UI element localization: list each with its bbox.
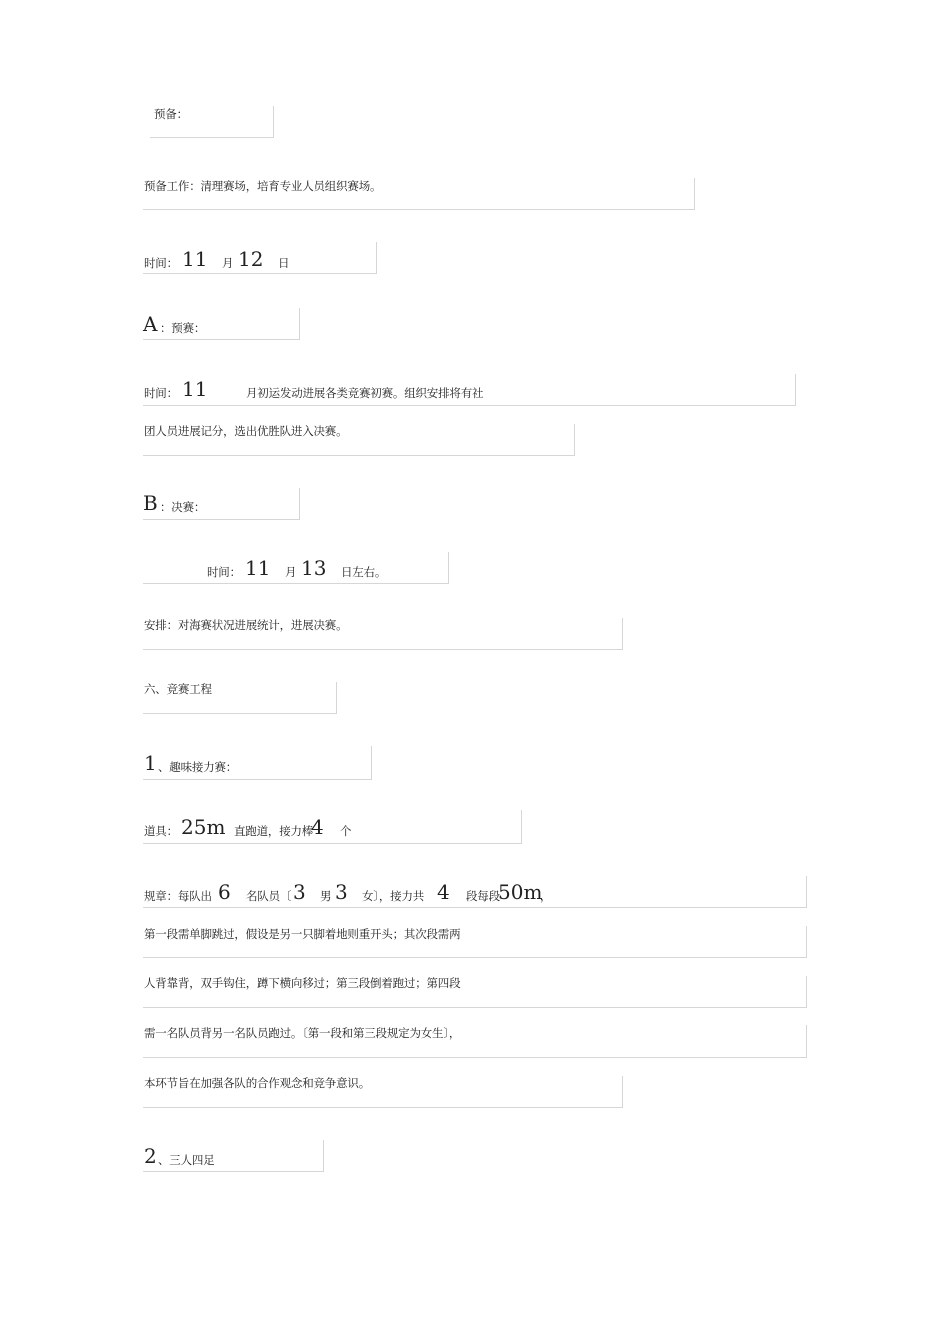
item1-rule-dist: 50m — [498, 880, 543, 904]
section6-heading: 六、竞赛工程 — [144, 682, 212, 696]
item1-equip-count: 4 — [311, 815, 324, 839]
item1-equip-mid: 直跑道，接力棒 — [234, 824, 314, 838]
item1-number: 1 — [144, 751, 157, 775]
item1-rule-line3: 人背靠背，双手钩住，蹲下横向移过；第三段倒着跑过；第四段 — [144, 976, 461, 990]
item1-rule-male: 3 — [293, 880, 306, 904]
final-arrangement: 安排：对海赛状况进展统计，进展决赛。 — [144, 618, 348, 632]
final-time-month-unit: 月 — [285, 565, 297, 579]
item1-title: 、趣味接力赛： — [158, 760, 238, 774]
final-time-month: 11 — [245, 556, 271, 580]
final-letter: B — [143, 491, 158, 515]
prep-heading: 预备： — [154, 107, 188, 121]
item1-rule-line4: 需一名队员背另一名队员跑过。〔第一段和第三段规定为女生〕， — [144, 1026, 461, 1040]
item1-rule-t5: ， — [540, 889, 552, 903]
item2-number: 2 — [144, 1144, 157, 1168]
item2-title: 、三人四足 — [158, 1153, 215, 1167]
prelim-time-month: 11 — [182, 377, 208, 401]
prep-time-month-unit: 月 — [222, 256, 234, 270]
prelim-heading: ：预赛： — [160, 321, 206, 335]
item1-rule-t3: 女〕，接力共 — [362, 889, 425, 903]
item1-rule-t2: 男 — [320, 889, 332, 903]
final-time-day-unit: 日左右。 — [341, 565, 387, 579]
prep-time-month: 11 — [182, 247, 208, 271]
item1-purpose: 本环节旨在加强各队的合作观念和竞争意识。 — [144, 1076, 370, 1090]
prelim-letter: A — [143, 312, 158, 336]
item1-rule-t1: 名队员〔 — [246, 889, 292, 903]
item1-rule-line2: 第一段需单脚跳过，假设是另一只脚着地则重开头；其次段需两 — [144, 927, 461, 941]
prelim-line2: 团人员进展记分，选出优胜队进入决赛。 — [144, 424, 348, 438]
prep-time-day-unit: 日 — [278, 256, 290, 270]
item1-rule-label: 规章：每队出 — [144, 889, 212, 903]
prep-time-label: 时间： — [144, 256, 178, 270]
prep-work-text: 预备工作：清理赛场，培育专业人员组织赛场。 — [144, 179, 382, 193]
prelim-line1-rest: 月初运发动进展各类竞赛初赛。组织安排将有社 — [246, 386, 484, 400]
item1-equip-unit: 个 — [340, 824, 352, 838]
item1-rule-female: 3 — [335, 880, 348, 904]
item1-rule-t4: 段每段 — [466, 889, 500, 903]
prep-time-day: 12 — [238, 247, 264, 271]
final-heading: ：决赛： — [160, 500, 206, 514]
item1-rule-n: 6 — [218, 880, 231, 904]
prelim-time-label: 时间： — [144, 386, 178, 400]
final-time-day: 13 — [301, 556, 327, 580]
item1-equip-label: 道具： — [144, 824, 178, 838]
item1-equip-dist: 25m — [181, 815, 226, 839]
final-time-label: 时间： — [207, 565, 241, 579]
item1-rule-segs: 4 — [437, 880, 450, 904]
